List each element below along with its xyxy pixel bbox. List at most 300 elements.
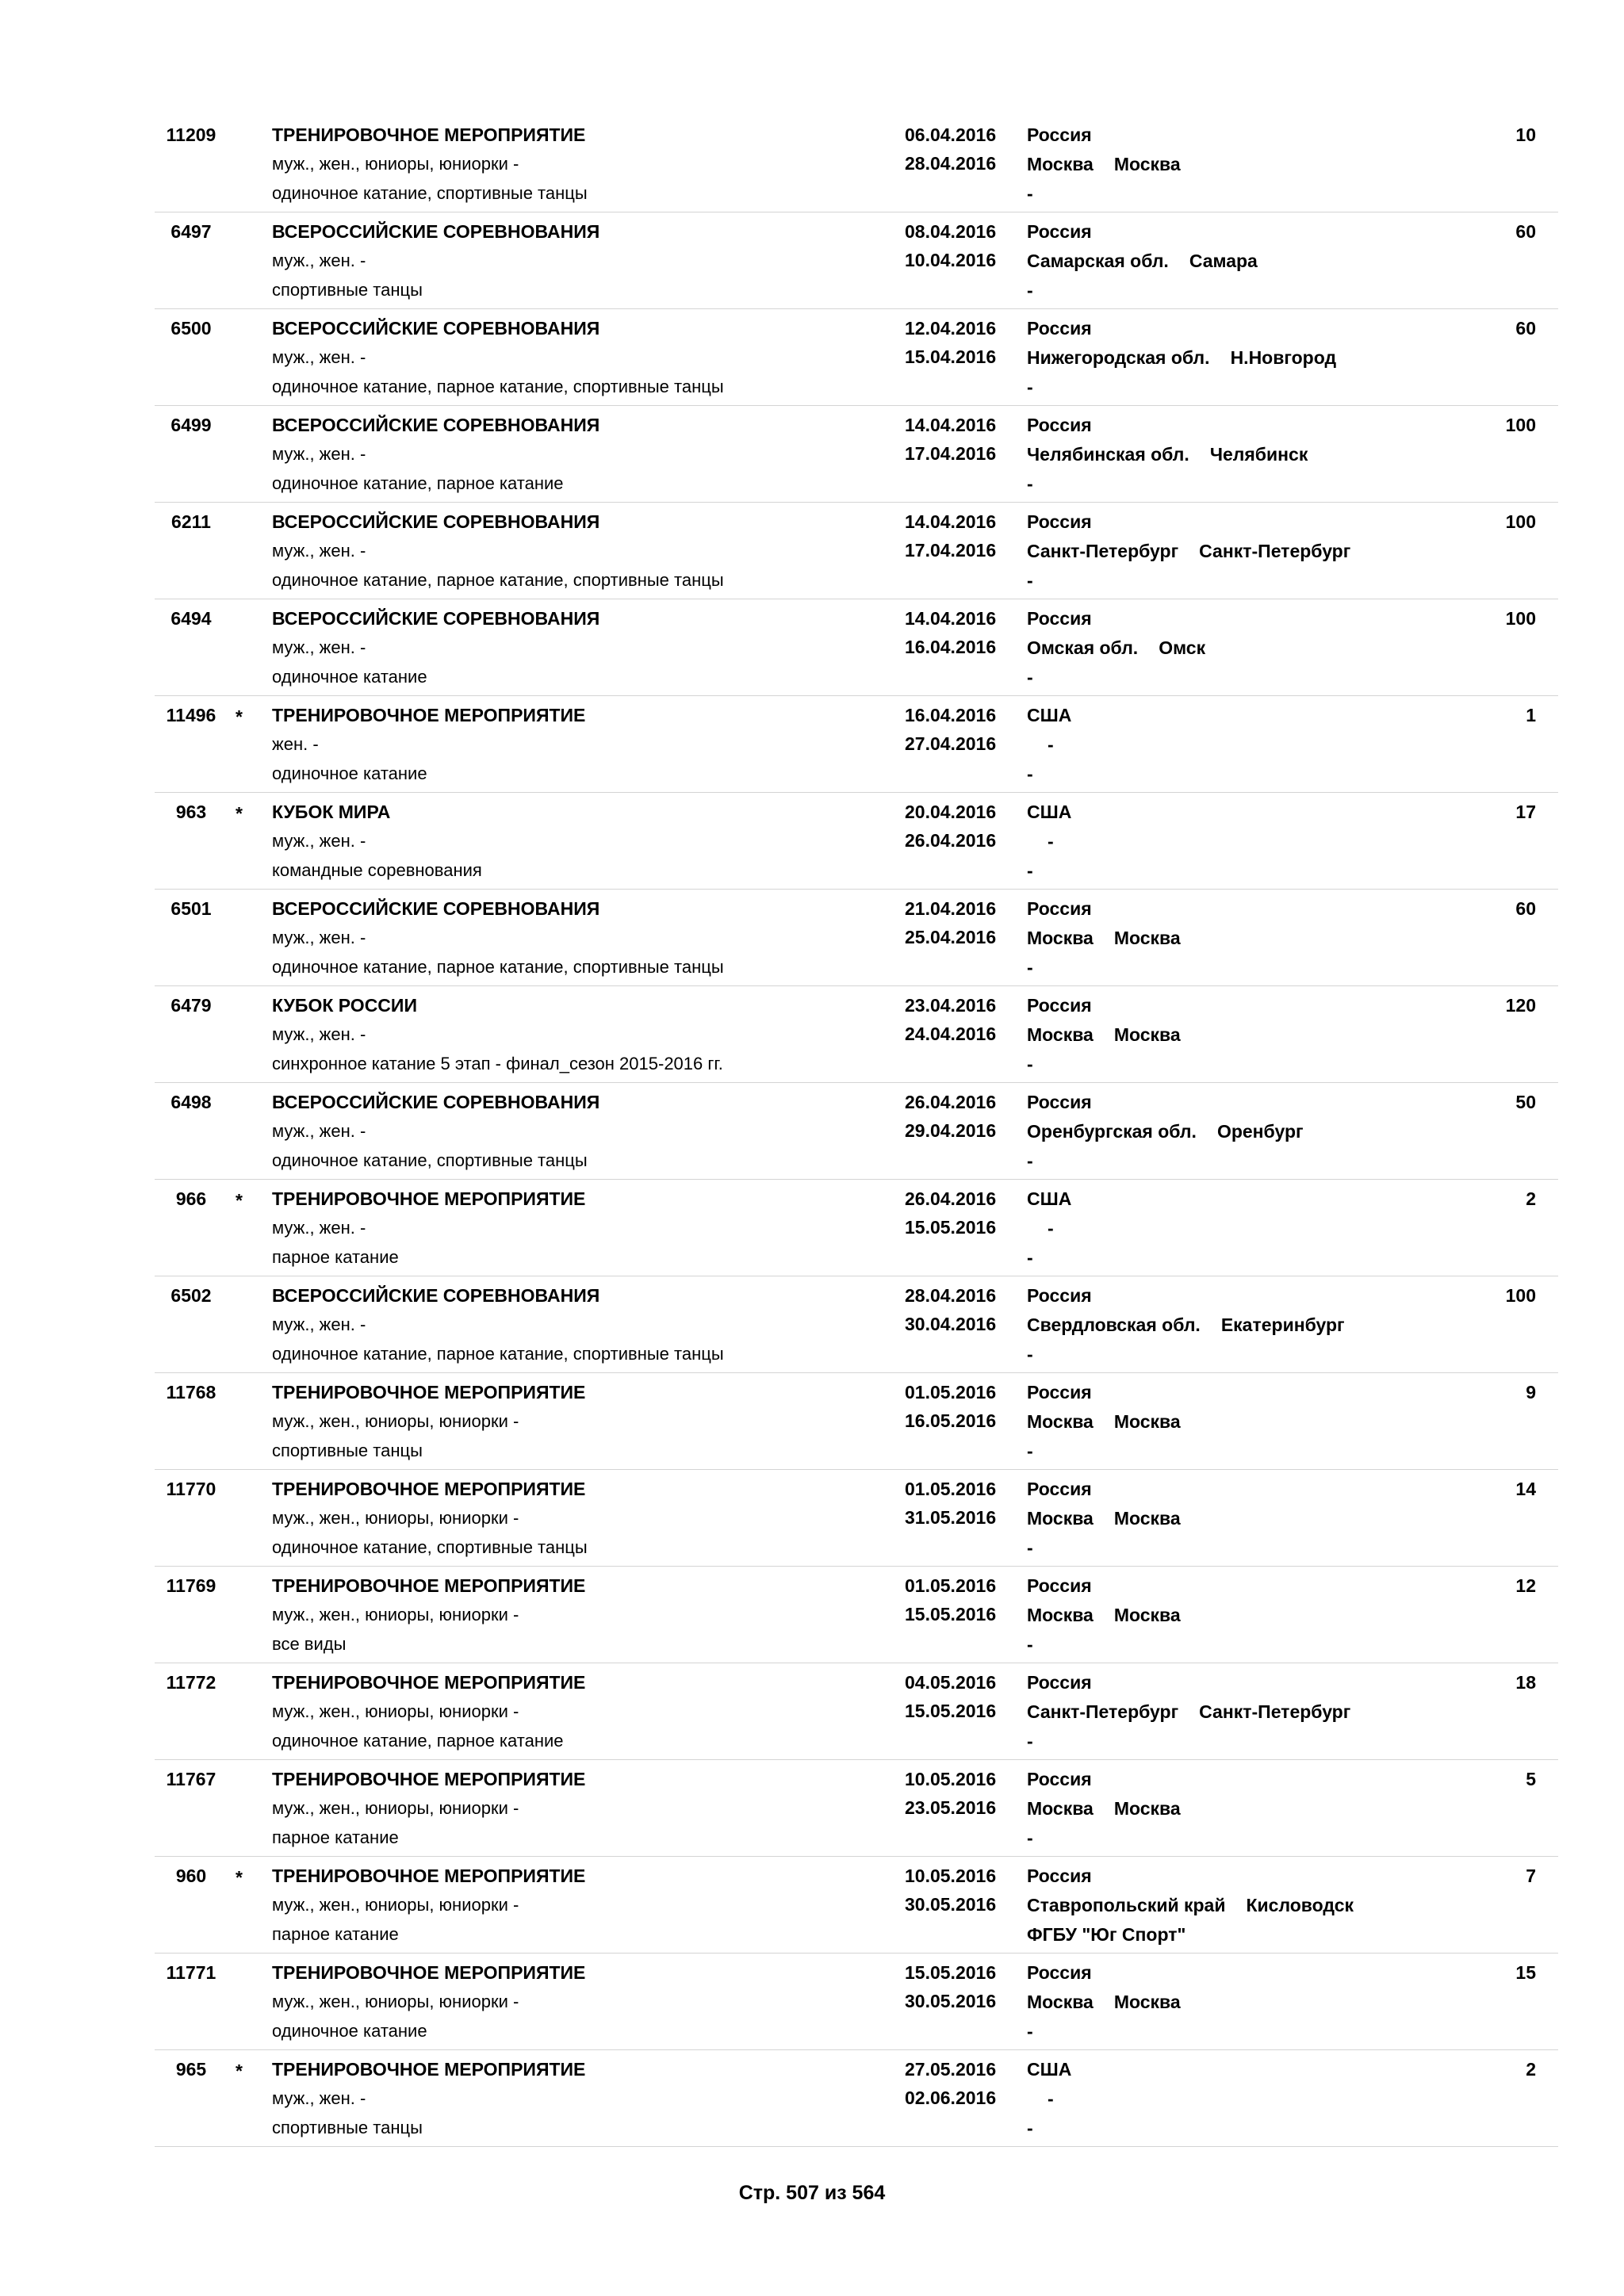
venue: -: [1027, 2021, 1033, 2042]
venue: -: [1027, 473, 1033, 494]
event-participants: муж., жен. -: [272, 444, 366, 464]
event-number: 6501: [170, 898, 212, 919]
event-disciplines: одиночное катание, парное катание: [272, 473, 564, 493]
event-info: [272, 604, 599, 691]
region: Самарская обл.: [1027, 251, 1169, 271]
venue: -: [1027, 1344, 1033, 1364]
country: Россия: [1027, 318, 1092, 339]
event-title: ВСЕРОССИЙСКИЕ СОРЕВНОВАНИЯ: [272, 318, 600, 339]
foreign-marker: *: [236, 1867, 243, 1888]
event-title: ВСЕРОССИЙСКИЕ СОРЕВНОВАНИЯ: [272, 1285, 600, 1306]
event-disciplines: одиночное катание, парное катание, спортивные танцы: [272, 957, 724, 977]
table-row: [155, 890, 1558, 986]
event-info: [272, 121, 588, 208]
event-info: [272, 1475, 588, 1562]
event-number: 11768: [166, 1382, 216, 1402]
participant-count: 120: [1505, 995, 1536, 1016]
event-location: [1027, 2055, 1071, 2143]
event-dates: [905, 1475, 996, 1532]
event-number: 6499: [170, 415, 212, 435]
venue: -: [1027, 763, 1033, 784]
date-end: 29.04.2016: [905, 1120, 997, 1141]
event-title: ТРЕНИРОВОЧНОЕ МЕРОПРИЯТИЕ: [272, 705, 586, 725]
event-info: [272, 411, 599, 498]
event-disciplines: одиночное катание, спортивные танцы: [272, 183, 588, 203]
event-disciplines: одиночное катание, парное катание, спортивные танцы: [272, 570, 724, 590]
page-number: Стр. 507 из 564: [738, 2182, 886, 2204]
event-disciplines: одиночное катание, парное катание, спортивные танцы: [272, 1344, 724, 1364]
event-location: [1027, 604, 1205, 692]
region: Оренбургская обл.: [1027, 1121, 1197, 1142]
venue: -: [1027, 1634, 1033, 1655]
event-disciplines: спортивные танцы: [272, 280, 423, 300]
event-info: [272, 894, 724, 982]
country: Россия: [1027, 1962, 1092, 1983]
venue: -: [1027, 1247, 1033, 1268]
region: Нижегородская обл.: [1027, 347, 1210, 368]
foreign-marker: *: [236, 1190, 243, 1211]
event-participants: муж., жен. -: [272, 928, 366, 947]
country: Россия: [1027, 898, 1092, 919]
event-title: ТРЕНИРОВОЧНОЕ МЕРОПРИЯТИЕ: [272, 1866, 586, 1886]
date-end: 17.04.2016: [905, 540, 997, 561]
event-title: ТРЕНИРОВОЧНОЕ МЕРОПРИЯТИЕ: [272, 1575, 586, 1596]
event-dates: [905, 1668, 996, 1725]
date-end: 30.05.2016: [905, 1894, 997, 1915]
event-location: [1027, 1281, 1345, 1369]
date-end: 31.05.2016: [905, 1507, 997, 1528]
region: -: [1048, 734, 1054, 755]
country: Россия: [1027, 511, 1092, 532]
event-title: ВСЕРОССИЙСКИЕ СОРЕВНОВАНИЯ: [272, 608, 600, 629]
event-dates: [905, 2055, 996, 2112]
events-table: [155, 116, 1558, 2147]
event-disciplines: одиночное катание: [272, 667, 427, 687]
event-info: [272, 1184, 585, 1272]
event-disciplines: командные соревнования: [272, 860, 482, 880]
venue: -: [1027, 570, 1033, 591]
event-dates: [905, 1184, 996, 1242]
date-start: 12.04.2016: [905, 318, 997, 339]
country: США: [1027, 802, 1072, 822]
city: Москва: [1113, 154, 1181, 174]
event-title: ВСЕРОССИЙСКИЕ СОРЕВНОВАНИЯ: [272, 898, 600, 919]
country: Россия: [1027, 995, 1092, 1016]
country: Россия: [1027, 1285, 1092, 1306]
event-location: [1027, 1378, 1181, 1466]
event-info: [272, 1958, 585, 2045]
participant-count: 60: [1515, 318, 1536, 339]
region: -: [1048, 831, 1054, 851]
table-row: [155, 1083, 1558, 1180]
event-dates: [905, 411, 996, 468]
event-participants: муж., жен. -: [272, 251, 366, 270]
date-end: 26.04.2016: [905, 830, 997, 851]
table-row: [155, 986, 1558, 1083]
event-info: [272, 1668, 585, 1755]
event-number: 6502: [170, 1285, 212, 1306]
city: Самара: [1189, 251, 1258, 271]
event-info: [272, 1571, 585, 1659]
event-number: 11769: [166, 1575, 216, 1596]
region: -: [1048, 1218, 1054, 1238]
event-participants: муж., жен., юниоры, юниорки -: [272, 154, 519, 174]
region: Москва: [1027, 1605, 1094, 1625]
region-city: [1027, 440, 1308, 469]
date-end: 25.04.2016: [905, 927, 997, 947]
region: Свердловская обл.: [1027, 1314, 1201, 1335]
event-participants: жен. -: [272, 734, 319, 754]
event-participants: муж., жен., юниоры, юниорки -: [272, 1895, 519, 1915]
event-info: [272, 701, 585, 788]
event-info: [272, 1088, 599, 1175]
event-location: [1027, 991, 1181, 1079]
event-participants: муж., жен. -: [272, 541, 366, 561]
table-row: [155, 406, 1558, 503]
region: Челябинская обл.: [1027, 444, 1189, 465]
event-location: [1027, 411, 1308, 499]
event-dates: [905, 314, 996, 371]
date-start: 15.05.2016: [905, 1962, 997, 1983]
date-end: 02.06.2016: [905, 2087, 997, 2108]
venue: -: [1027, 280, 1033, 300]
event-info: [272, 1281, 724, 1368]
event-location: [1027, 1571, 1181, 1659]
participant-count: 50: [1515, 1092, 1536, 1112]
event-location: [1027, 1958, 1181, 2046]
event-participants: муж., жен., юниоры, юниорки -: [272, 1992, 519, 2011]
city: Санкт-Петербург: [1199, 1701, 1351, 1722]
city: Москва: [1113, 928, 1181, 948]
event-number: 11209: [166, 124, 216, 145]
region-city: [1027, 1988, 1181, 2017]
event-dates: [905, 1378, 996, 1435]
region-city: [1027, 1794, 1181, 1823]
region: Москва: [1027, 1024, 1094, 1045]
event-dates: [905, 217, 996, 274]
event-dates: [905, 1958, 996, 2015]
date-end: 15.05.2016: [905, 1604, 997, 1624]
event-dates: [905, 1765, 996, 1822]
city: Оренбург: [1216, 1121, 1304, 1142]
table-row: [155, 1954, 1558, 2050]
venue: -: [1027, 1537, 1033, 1558]
event-location: [1027, 1668, 1350, 1756]
country: Россия: [1027, 1575, 1092, 1596]
table-row: [155, 793, 1558, 890]
city: Кисловодск: [1246, 1895, 1354, 1915]
event-disciplines: спортивные танцы: [272, 2118, 423, 2137]
date-end: 24.04.2016: [905, 1024, 997, 1044]
event-location: [1027, 1088, 1304, 1176]
event-title: ТРЕНИРОВОЧНОЕ МЕРОПРИЯТИЕ: [272, 1962, 586, 1983]
event-location: [1027, 798, 1071, 886]
event-location: [1027, 217, 1258, 305]
event-title: ВСЕРОССИЙСКИЕ СОРЕВНОВАНИЯ: [272, 1092, 600, 1112]
region: Москва: [1027, 1508, 1094, 1529]
venue: -: [1027, 377, 1033, 397]
event-participants: муж., жен. -: [272, 1314, 366, 1334]
event-info: [272, 1765, 585, 1852]
country: Россия: [1027, 124, 1092, 145]
event-title: ТРЕНИРОВОЧНОЕ МЕРОПРИЯТИЕ: [272, 124, 586, 145]
event-dates: [905, 991, 996, 1048]
event-disciplines: парное катание: [272, 1924, 399, 1944]
event-info: [272, 798, 482, 885]
event-info: [272, 314, 724, 401]
venue: -: [1027, 1150, 1033, 1171]
venue: -: [1027, 1441, 1033, 1461]
event-participants: муж., жен. -: [272, 1218, 366, 1238]
event-disciplines: одиночное катание: [272, 2021, 427, 2041]
event-dates: [905, 507, 996, 564]
region-city: [1027, 247, 1258, 276]
city: Омск: [1159, 637, 1206, 658]
foreign-marker: *: [236, 803, 243, 824]
venue: ФГБУ "Юг Спорт": [1027, 1924, 1186, 1945]
city: Москва: [1113, 1411, 1181, 1432]
event-number: 966: [175, 1188, 207, 1209]
date-start: 28.04.2016: [905, 1285, 997, 1306]
region-city: [1027, 633, 1205, 663]
event-participants: муж., жен. -: [272, 347, 366, 367]
event-disciplines: синхронное катание 5 этап - финал_сезон 2015-2016 гг.: [272, 1054, 723, 1073]
event-disciplines: парное катание: [272, 1247, 399, 1267]
event-participants: муж., жен., юниоры, юниорки -: [272, 1701, 519, 1721]
table-row: [155, 1857, 1558, 1954]
event-participants: муж., жен., юниоры, юниорки -: [272, 1798, 519, 1818]
country: Россия: [1027, 415, 1092, 435]
participant-count: 100: [1505, 1285, 1536, 1306]
participant-count: 5: [1526, 1769, 1536, 1789]
date-start: 27.05.2016: [905, 2059, 997, 2080]
date-end: 10.04.2016: [905, 250, 997, 270]
country: США: [1027, 2059, 1072, 2080]
country: США: [1027, 1188, 1072, 1209]
event-title: КУБОК РОССИИ: [272, 995, 417, 1016]
region: Омская обл.: [1027, 637, 1139, 658]
event-number: 6500: [170, 318, 212, 339]
country: Россия: [1027, 1479, 1092, 1499]
participant-count: 100: [1505, 511, 1536, 532]
region: Москва: [1027, 1411, 1094, 1432]
venue: -: [1027, 1054, 1033, 1074]
city: Н.Новгород: [1230, 347, 1337, 368]
region: Санкт-Петербург: [1027, 1701, 1179, 1722]
date-start: 08.04.2016: [905, 221, 997, 242]
event-number: 965: [175, 2059, 207, 2080]
region-city: [1027, 150, 1181, 179]
region-city: [1027, 1601, 1181, 1630]
event-number: 6479: [170, 995, 212, 1016]
region-city: [1027, 1214, 1071, 1243]
event-location: [1027, 1184, 1071, 1272]
participant-count: 9: [1526, 1382, 1536, 1402]
venue: -: [1027, 667, 1033, 687]
event-disciplines: одиночное катание, парное катание, спортивные танцы: [272, 377, 724, 396]
participant-count: 1: [1526, 705, 1536, 725]
date-start: 14.04.2016: [905, 511, 997, 532]
date-start: 21.04.2016: [905, 898, 997, 919]
event-title: ТРЕНИРОВОЧНОЕ МЕРОПРИЯТИЕ: [272, 1382, 586, 1402]
event-dates: [905, 1862, 996, 1919]
event-dates: [905, 798, 996, 855]
date-start: 06.04.2016: [905, 124, 997, 145]
table-row: [155, 1663, 1558, 1760]
participant-count: 60: [1515, 221, 1536, 242]
city: Москва: [1113, 1605, 1181, 1625]
region: Москва: [1027, 928, 1094, 948]
event-number: 11771: [166, 1962, 216, 1983]
event-number: 11496: [166, 705, 216, 725]
date-end: 17.04.2016: [905, 443, 997, 464]
event-number: 6211: [171, 511, 211, 532]
venue: -: [1027, 1731, 1033, 1751]
date-end: 16.04.2016: [905, 637, 997, 657]
participant-count: 2: [1526, 1188, 1536, 1209]
region-city: [1027, 924, 1181, 953]
venue: -: [1027, 860, 1033, 881]
date-start: 01.05.2016: [905, 1575, 997, 1596]
region: -: [1048, 2088, 1054, 2109]
date-start: 16.04.2016: [905, 705, 997, 725]
participant-count: 17: [1515, 802, 1536, 822]
event-info: [272, 1862, 585, 1949]
event-participants: муж., жен. -: [272, 831, 366, 851]
event-disciplines: одиночное катание, спортивные танцы: [272, 1150, 588, 1170]
event-title: КУБОК МИРА: [272, 802, 391, 822]
region-city: [1027, 1311, 1345, 1340]
country: Россия: [1027, 1769, 1092, 1789]
region: Москва: [1027, 1992, 1094, 2012]
venue: -: [1027, 957, 1033, 978]
participant-count: 7: [1526, 1866, 1536, 1886]
country: Россия: [1027, 221, 1092, 242]
region-city: [1027, 1697, 1350, 1727]
date-end: 30.05.2016: [905, 1991, 997, 2011]
country: Россия: [1027, 1092, 1092, 1112]
table-row: [155, 116, 1558, 212]
event-disciplines: одиночное катание: [272, 763, 427, 783]
event-disciplines: одиночное катание, парное катание: [272, 1731, 564, 1751]
event-participants: муж., жен., юниоры, юниорки -: [272, 1508, 519, 1528]
table-row: [155, 1760, 1558, 1857]
event-info: [272, 991, 723, 1078]
city: Москва: [1113, 1024, 1181, 1045]
event-info: [272, 2055, 585, 2142]
date-end: 23.05.2016: [905, 1797, 997, 1818]
event-number: 6498: [170, 1092, 212, 1112]
event-number: 6494: [170, 608, 212, 629]
event-participants: муж., жен. -: [272, 1024, 366, 1044]
event-participants: муж., жен. -: [272, 637, 366, 657]
city: Екатеринбург: [1220, 1314, 1345, 1335]
date-start: 10.05.2016: [905, 1769, 997, 1789]
table-row: [155, 309, 1558, 406]
event-location: [1027, 1765, 1181, 1853]
region-city: [1027, 730, 1071, 760]
date-start: 01.05.2016: [905, 1479, 997, 1499]
date-start: 04.05.2016: [905, 1672, 997, 1693]
region-city: [1027, 1117, 1304, 1146]
event-dates: [905, 894, 996, 951]
event-title: ТРЕНИРОВОЧНОЕ МЕРОПРИЯТИЕ: [272, 1769, 586, 1789]
event-info: [272, 507, 724, 595]
region: Ставропольский край: [1027, 1895, 1226, 1915]
event-dates: [905, 1281, 996, 1338]
region-city: [1027, 1020, 1181, 1050]
event-dates: [905, 604, 996, 661]
event-info: [272, 1378, 585, 1465]
date-start: 01.05.2016: [905, 1382, 997, 1402]
country: Россия: [1027, 608, 1092, 629]
participant-count: 12: [1515, 1575, 1536, 1596]
event-title: ТРЕНИРОВОЧНОЕ МЕРОПРИЯТИЕ: [272, 2059, 586, 2080]
table-row: [155, 1470, 1558, 1567]
region-city: [1027, 1407, 1181, 1437]
participant-count: 100: [1505, 608, 1536, 629]
event-participants: муж., жен., юниоры, юниорки -: [272, 1411, 519, 1431]
date-start: 26.04.2016: [905, 1092, 997, 1112]
date-start: 14.04.2016: [905, 608, 997, 629]
date-start: 23.04.2016: [905, 995, 997, 1016]
table-row: [155, 1373, 1558, 1470]
date-end: 30.04.2016: [905, 1314, 997, 1334]
participant-count: 18: [1515, 1672, 1536, 1693]
event-number: 11770: [166, 1479, 216, 1499]
table-row: [155, 696, 1558, 793]
participant-count: 14: [1515, 1479, 1536, 1499]
event-dates: [905, 1571, 996, 1628]
event-participants: муж., жен. -: [272, 2088, 366, 2108]
region: Москва: [1027, 154, 1094, 174]
venue: -: [1027, 2118, 1033, 2138]
date-end: 28.04.2016: [905, 153, 997, 174]
table-row: [155, 212, 1558, 309]
region-city: [1027, 343, 1336, 373]
region-city: [1027, 827, 1071, 856]
date-start: 20.04.2016: [905, 802, 997, 822]
event-location: [1027, 894, 1181, 982]
table-row: [155, 2050, 1558, 2147]
event-disciplines: все виды: [272, 1634, 347, 1654]
event-title: ВСЕРОССИЙСКИЕ СОРЕВНОВАНИЯ: [272, 511, 600, 532]
event-disciplines: парное катание: [272, 1827, 399, 1847]
event-title: ВСЕРОССИЙСКИЕ СОРЕВНОВАНИЯ: [272, 221, 600, 242]
date-start: 10.05.2016: [905, 1866, 997, 1886]
event-title: ТРЕНИРОВОЧНОЕ МЕРОПРИЯТИЕ: [272, 1188, 586, 1209]
table-row: [155, 503, 1558, 599]
venue: -: [1027, 1827, 1033, 1848]
date-end: 15.05.2016: [905, 1701, 997, 1721]
event-number: 11772: [166, 1672, 216, 1693]
event-location: [1027, 507, 1350, 595]
foreign-marker: *: [236, 2061, 243, 2081]
city: Санкт-Петербург: [1199, 541, 1351, 561]
participant-count: 15: [1515, 1962, 1536, 1983]
event-title: ТРЕНИРОВОЧНОЕ МЕРОПРИЯТИЕ: [272, 1479, 586, 1499]
event-number: 960: [175, 1866, 207, 1886]
event-location: [1027, 1862, 1354, 1950]
date-start: 26.04.2016: [905, 1188, 997, 1209]
country: США: [1027, 705, 1072, 725]
event-location: [1027, 121, 1181, 209]
event-location: [1027, 1475, 1181, 1563]
participant-count: 10: [1515, 124, 1536, 145]
country: Россия: [1027, 1382, 1092, 1402]
country: Россия: [1027, 1672, 1092, 1693]
venue: -: [1027, 183, 1033, 204]
